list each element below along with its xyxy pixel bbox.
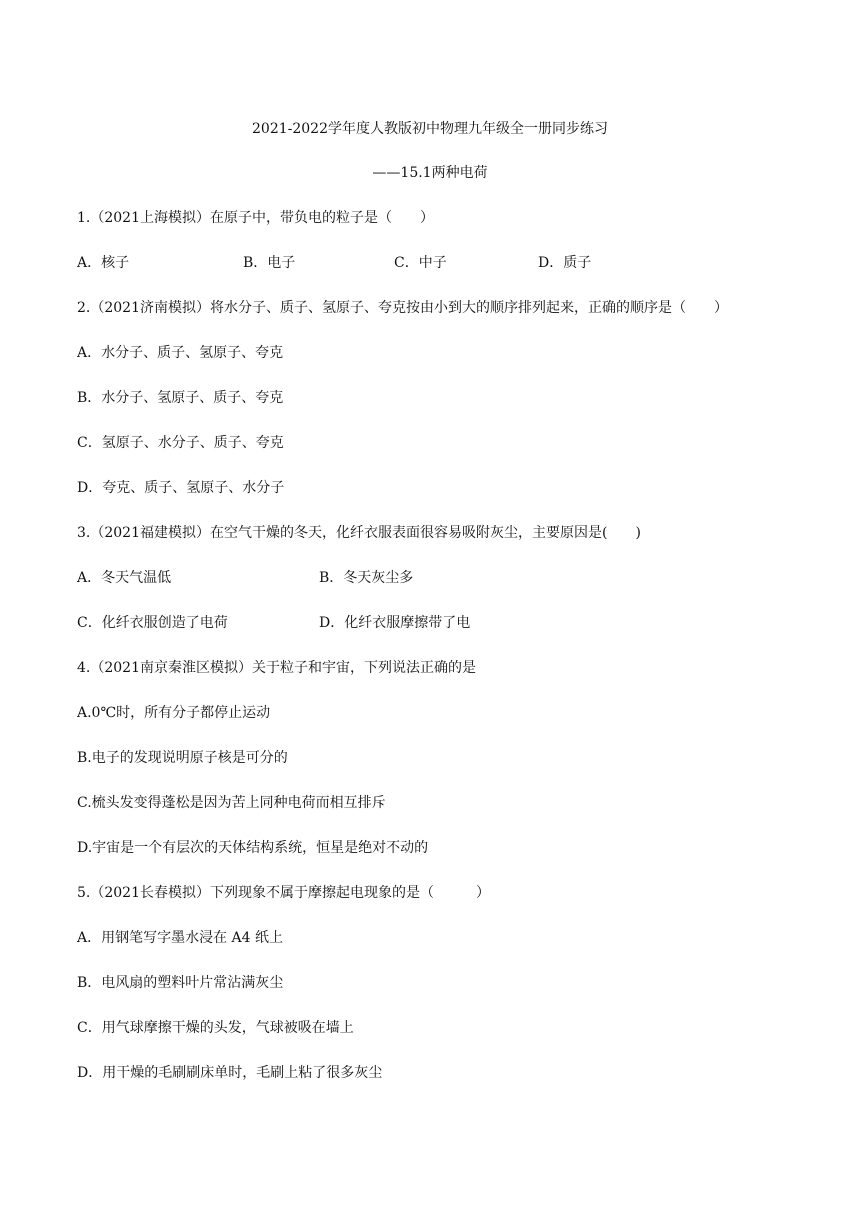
question-4-option-a: A.0℃时，所有分子都停止运动: [77, 705, 271, 721]
document-subtitle: ——15.1两种电荷: [372, 165, 488, 181]
question-2-stem: 2.（2021济南模拟）将水分子、质子、氢原子、夸克按由小到大的顺序排列起来，正确的顺序是（ ）: [77, 300, 728, 316]
question-1-option-b: B．电子: [243, 255, 296, 271]
question-2-option-a: A．水分子、质子、氢原子、夸克: [77, 345, 284, 361]
question-5-option-c: C．用气球摩擦干燥的头发，气球被吸在墙上: [77, 1020, 354, 1036]
question-2-option-b: B．水分子、氢原子、质子、夸克: [77, 390, 284, 406]
question-3-option-c: C．化纤衣服创造了电荷: [77, 615, 228, 631]
question-3-option-a: A．冬天气温低: [77, 570, 172, 586]
question-4-option-b: B.电子的发现说明原子核是可分的: [77, 750, 288, 766]
question-1-option-a: A．核子: [77, 255, 130, 271]
question-4-option-c: C.梳头发变得蓬松是因为苦上同种电荷而相互排斥: [77, 795, 386, 811]
question-4-stem: 4.（2021南京秦淮区模拟）关于粒子和宇宙，下列说法正确的是: [77, 660, 476, 676]
question-5-option-a: A．用钢笔写字墨水浸在 A4 纸上: [77, 930, 284, 946]
question-3-stem: 3.（2021福建模拟）在空气干燥的冬天，化纤衣服表面很容易吸附灰尘，主要原因是( ): [77, 525, 641, 541]
question-5-option-b: B．电风扇的塑料叶片常沾满灰尘: [77, 975, 284, 991]
question-1-stem: 1.（2021上海模拟）在原子中，带负电的粒子是（ ）: [77, 210, 434, 226]
question-1-option-d: D．质子: [538, 255, 592, 271]
question-2-option-d: D．夸克、质子、氢原子、水分子: [77, 480, 285, 496]
question-5-stem: 5.（2021长春模拟）下列现象不属于摩擦起电现象的是（ ）: [77, 885, 490, 901]
question-1-option-c: C．中子: [394, 255, 447, 271]
question-2-option-c: C．氢原子、水分子、质子、夸克: [77, 435, 284, 451]
question-4-option-d: D.宇宙是一个有层次的天体结构系统，恒星是绝对不动的: [77, 840, 429, 856]
document-title: 2021-2022学年度人教版初中物理九年级全一册同步练习: [252, 121, 608, 137]
question-5-option-d: D．用干燥的毛刷刷床单时，毛刷上粘了很多灰尘: [77, 1065, 383, 1081]
question-3-option-d: D．化纤衣服摩擦带了电: [319, 615, 471, 631]
question-3-option-b: B．冬天灰尘多: [319, 570, 414, 586]
